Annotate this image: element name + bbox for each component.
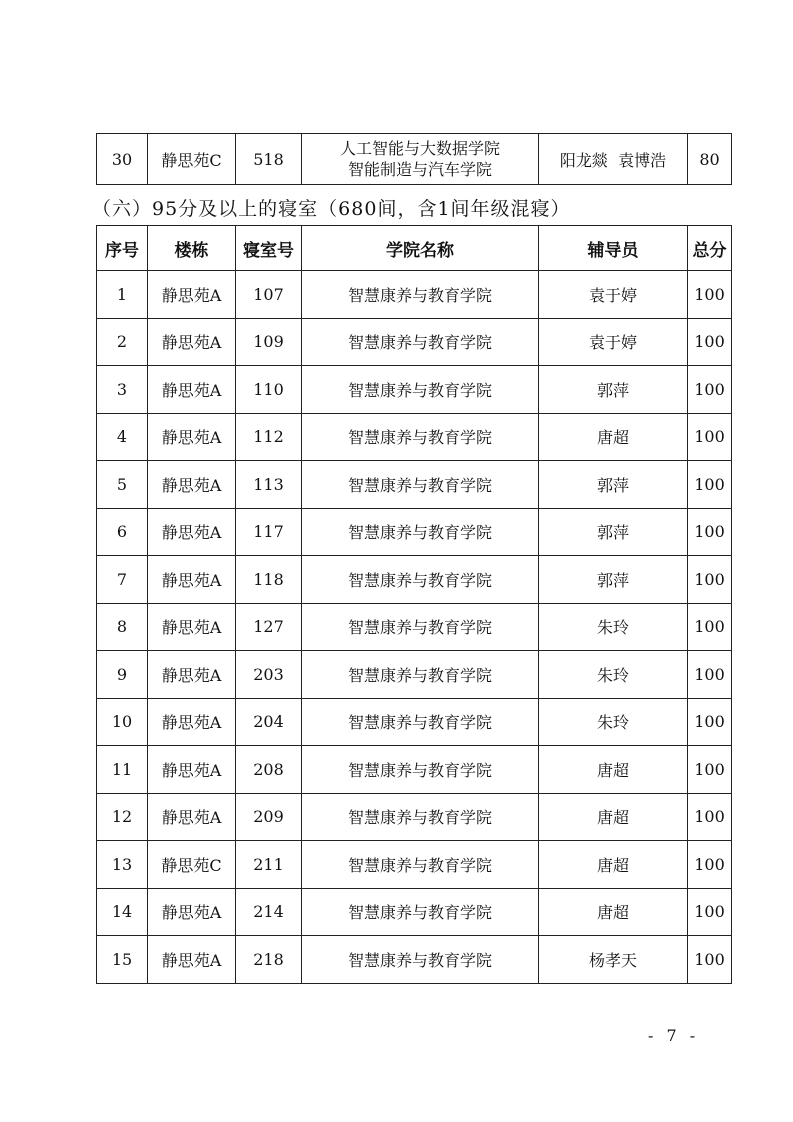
- cell-no: 12: [97, 793, 148, 841]
- cell-room: 211: [236, 841, 302, 889]
- cell-building: 静思苑A: [148, 413, 236, 461]
- cell-score: 100: [688, 651, 732, 699]
- cell-counselor: 唐超: [539, 888, 688, 936]
- cell-no: 8: [97, 603, 148, 651]
- table-row: [97, 841, 732, 889]
- cell-score: 100: [688, 508, 732, 556]
- previous-section-table: [96, 133, 732, 185]
- table-row: [97, 888, 732, 936]
- cell-score: 100: [688, 793, 732, 841]
- cell-no: 9: [97, 651, 148, 699]
- table-row: [97, 318, 732, 366]
- cell-college: 智慧康养与教育学院: [302, 841, 539, 889]
- header-building: 楼栋: [148, 226, 236, 271]
- table-row: [97, 366, 732, 414]
- cell-room: 118: [236, 556, 302, 604]
- cell-counselor: 朱玲: [539, 651, 688, 699]
- cell-room: 518: [236, 134, 302, 185]
- cell-building: 静思苑A: [148, 746, 236, 794]
- cell-college: 智慧康养与教育学院: [302, 271, 539, 319]
- cell-no: 10: [97, 698, 148, 746]
- header-room: 寝室号: [236, 226, 302, 271]
- cell-no: 2: [97, 318, 148, 366]
- cell-score: 80: [688, 134, 732, 185]
- cell-building: 静思苑A: [148, 698, 236, 746]
- cell-room: 109: [236, 318, 302, 366]
- cell-room: 107: [236, 271, 302, 319]
- cell-college: 智慧康养与教育学院: [302, 603, 539, 651]
- table-row: [97, 461, 732, 509]
- cell-counselor: 袁于婷: [539, 271, 688, 319]
- cell-score: 100: [688, 698, 732, 746]
- cell-score: 100: [688, 318, 732, 366]
- cell-score: 100: [688, 746, 732, 794]
- cell-college: 智慧康养与教育学院: [302, 651, 539, 699]
- cell-room: 214: [236, 888, 302, 936]
- cell-counselor: 杨孝天: [539, 936, 688, 984]
- table-row: [97, 603, 732, 651]
- cell-building: 静思苑A: [148, 793, 236, 841]
- table-row: [97, 936, 732, 984]
- table-row: [97, 651, 732, 699]
- table-row: [97, 793, 732, 841]
- table-row: [97, 508, 732, 556]
- cell-college: 智慧康养与教育学院: [302, 508, 539, 556]
- cell-no: 6: [97, 508, 148, 556]
- cell-college: 智慧康养与教育学院: [302, 318, 539, 366]
- table-row: [97, 134, 732, 185]
- cell-no: 4: [97, 413, 148, 461]
- cell-college: 智慧康养与教育学院: [302, 413, 539, 461]
- cell-no: 30: [97, 134, 148, 185]
- dormitory-score-table: [96, 225, 732, 984]
- cell-no: 13: [97, 841, 148, 889]
- college-line-1: 人工智能与大数据学院: [339, 139, 500, 158]
- cell-building: 静思苑A: [148, 508, 236, 556]
- cell-college: 智慧康养与教育学院: [302, 793, 539, 841]
- cell-building: 静思苑A: [148, 461, 236, 509]
- cell-college: 智慧康养与教育学院: [302, 746, 539, 794]
- cell-score: 100: [688, 461, 732, 509]
- table-row: [97, 746, 732, 794]
- cell-counselor: 朱玲: [539, 603, 688, 651]
- cell-room: 117: [236, 508, 302, 556]
- cell-room: 203: [236, 651, 302, 699]
- page-number: - 7 -: [648, 1026, 700, 1045]
- cell-room: 112: [236, 413, 302, 461]
- cell-college: 智慧康养与教育学院: [302, 888, 539, 936]
- cell-building: 静思苑A: [148, 271, 236, 319]
- section-heading: （六）95分及以上的寝室（680间，含1间年级混寝）: [92, 198, 571, 220]
- cell-score: 100: [688, 413, 732, 461]
- cell-no: 1: [97, 271, 148, 319]
- cell-building: 静思苑A: [148, 318, 236, 366]
- cell-score: 100: [688, 841, 732, 889]
- cell-room: 204: [236, 698, 302, 746]
- header-counselor: 辅导员: [539, 226, 688, 271]
- cell-college: 智慧康养与教育学院: [302, 366, 539, 414]
- cell-room: 113: [236, 461, 302, 509]
- cell-college: 智慧康养与教育学院: [302, 556, 539, 604]
- cell-no: 5: [97, 461, 148, 509]
- cell-building: 静思苑A: [148, 936, 236, 984]
- cell-counselor: 郭萍: [539, 461, 688, 509]
- header-score: 总分: [688, 226, 732, 271]
- cell-building: 静思苑A: [148, 603, 236, 651]
- cell-score: 100: [688, 366, 732, 414]
- cell-counselor: 唐超: [539, 793, 688, 841]
- cell-counselor: 阳龙燚 袁博浩: [539, 134, 688, 185]
- cell-counselor: 郭萍: [539, 508, 688, 556]
- cell-no: 14: [97, 888, 148, 936]
- cell-no: 7: [97, 556, 148, 604]
- cell-no: 3: [97, 366, 148, 414]
- table-row: [97, 556, 732, 604]
- table-body: [97, 271, 732, 984]
- cell-college: 智慧康养与教育学院: [302, 461, 539, 509]
- cell-building: 静思苑A: [148, 366, 236, 414]
- cell-counselor: 郭萍: [539, 366, 688, 414]
- cell-building: 静思苑C: [148, 841, 236, 889]
- cell-score: 100: [688, 936, 732, 984]
- cell-counselor: 袁于婷: [539, 318, 688, 366]
- cell-building: 静思苑A: [148, 651, 236, 699]
- cell-counselor: 郭萍: [539, 556, 688, 604]
- college-line-2: 智能制造与汽车学院: [347, 160, 492, 179]
- cell-room: 218: [236, 936, 302, 984]
- cell-room: 110: [236, 366, 302, 414]
- cell-score: 100: [688, 556, 732, 604]
- table-header-row: [97, 226, 732, 271]
- cell-counselor: 唐超: [539, 413, 688, 461]
- cell-counselor: 唐超: [539, 746, 688, 794]
- table-row: [97, 698, 732, 746]
- cell-college: 智慧康养与教育学院: [302, 698, 539, 746]
- table-row: [97, 413, 732, 461]
- cell-score: 100: [688, 271, 732, 319]
- cell-score: 100: [688, 888, 732, 936]
- cell-college: 智慧康养与教育学院: [302, 936, 539, 984]
- cell-room: 127: [236, 603, 302, 651]
- header-no: 序号: [97, 226, 148, 271]
- cell-counselor: 朱玲: [539, 698, 688, 746]
- cell-score: 100: [688, 603, 732, 651]
- cell-college: [302, 134, 539, 185]
- cell-no: 15: [97, 936, 148, 984]
- cell-no: 11: [97, 746, 148, 794]
- cell-building: 静思苑C: [148, 134, 236, 185]
- cell-room: 208: [236, 746, 302, 794]
- cell-counselor: 唐超: [539, 841, 688, 889]
- cell-room: 209: [236, 793, 302, 841]
- cell-building: 静思苑A: [148, 888, 236, 936]
- table-row: [97, 271, 732, 319]
- header-college: 学院名称: [302, 226, 539, 271]
- cell-building: 静思苑A: [148, 556, 236, 604]
